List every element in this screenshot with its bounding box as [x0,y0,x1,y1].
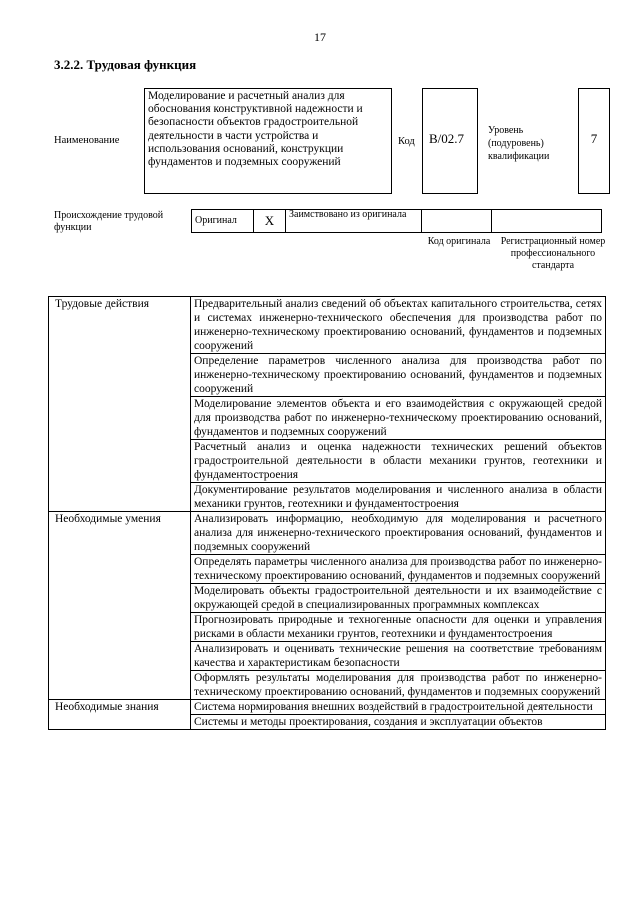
level-label: Уровень (подуровень) квалификации [488,125,550,162]
table-row [49,700,606,715]
table-cell: Анализировать информацию, необходимую для моделирования и расчетного анализа для инженерно-технического проектирования оснований, фундаментов и подземных сооружений [191,512,606,555]
reg-number-cell [492,210,602,233]
kod-label: Код [398,136,415,147]
level-value: 7 [590,131,598,146]
table-cell: Анализировать и оценивать технические решения на соответствие требованиям качества и характеристикам безопасности [191,642,606,671]
table-cell: Документирование результатов моделирования и численного анализа в области механики грунтов, геотехники и фундаментостроения [191,483,606,512]
kod-box [422,88,478,194]
reg-number-caption: Регистрационный номер профессионального стандарта [500,236,606,271]
table-cell: Предварительный анализ сведений об объектах капитального строительства, сетях и системах инженерно-технического обеспечения для производства работ по инженерно-техническому проектированию оснований, фундаментов и подземных сооружений [191,297,606,354]
table-cell: Оформлять результаты моделирования для производства работ по инженерно-техническому проектированию оснований, фундаментов и подземных сооружений [191,671,606,700]
level-box [578,88,610,194]
category-cell: Необходимые знания [49,700,191,730]
table-cell: Определять параметры численного анализа для производства работ по инженерно-техническому проектированию оснований, фундаментов и подземных сооружений [191,555,606,584]
original-mark: X [254,210,286,233]
table-row [49,512,606,555]
kod-value: B/02.7 [429,131,465,146]
table-cell: Системы и методы проектирования, создания и эксплуатации объектов [191,715,606,730]
table-cell: Определение параметров численного анализа для производства работ по инженерно-техническому проектированию оснований, фундаментов и подземных сооружений [191,354,606,397]
table-cell: Система нормирования внешних воздействий в градостроительной деятельности [191,700,606,715]
table-cell: Моделирование элементов объекта и его взаимодействия с окружающей средой для производства работ по инженерно-техническому проектированию оснований, фундаментов и подземных сооружений [191,397,606,440]
function-name-box: Моделирование и расчетный анализ для обоснования конструктивной надежности и безопасности объектов градостроительной деятельности в части устройства и использования оснований, конструкции фундаментов и подземных сооружений [144,88,392,194]
original-code-cell [422,210,492,233]
table-cell: Моделировать объекты градостроительной деятельности и их взаимодействие с окружающей средой в специализированных программных комплексах [191,584,606,613]
category-cell: Трудовые действия [49,297,191,512]
main-table [48,296,606,730]
name-label: Наименование [54,135,120,146]
original-code-caption: Код оригинала [427,236,491,247]
origin-table [191,209,602,233]
borrowed-label: Заимствовано из оригинала [286,210,422,233]
table-row [49,297,606,354]
table-cell: Расчетный анализ и оценка надежности технических решений объектов градостроительной деятельности в области механики грунтов, геотехники и фундаментостроения [191,440,606,483]
category-cell: Необходимые умения [49,512,191,700]
original-label: Оригинал [192,210,254,233]
page-number: 17 [314,30,326,44]
section-title: 3.2.2. Трудовая функция [54,57,197,72]
table-cell: Прогнозировать природные и техногенные опасности для оценки и управления рисками в области механики грунтов, геотехники и фундаментостроения [191,613,606,642]
origin-label: Происхождение трудовой функции [54,210,164,233]
